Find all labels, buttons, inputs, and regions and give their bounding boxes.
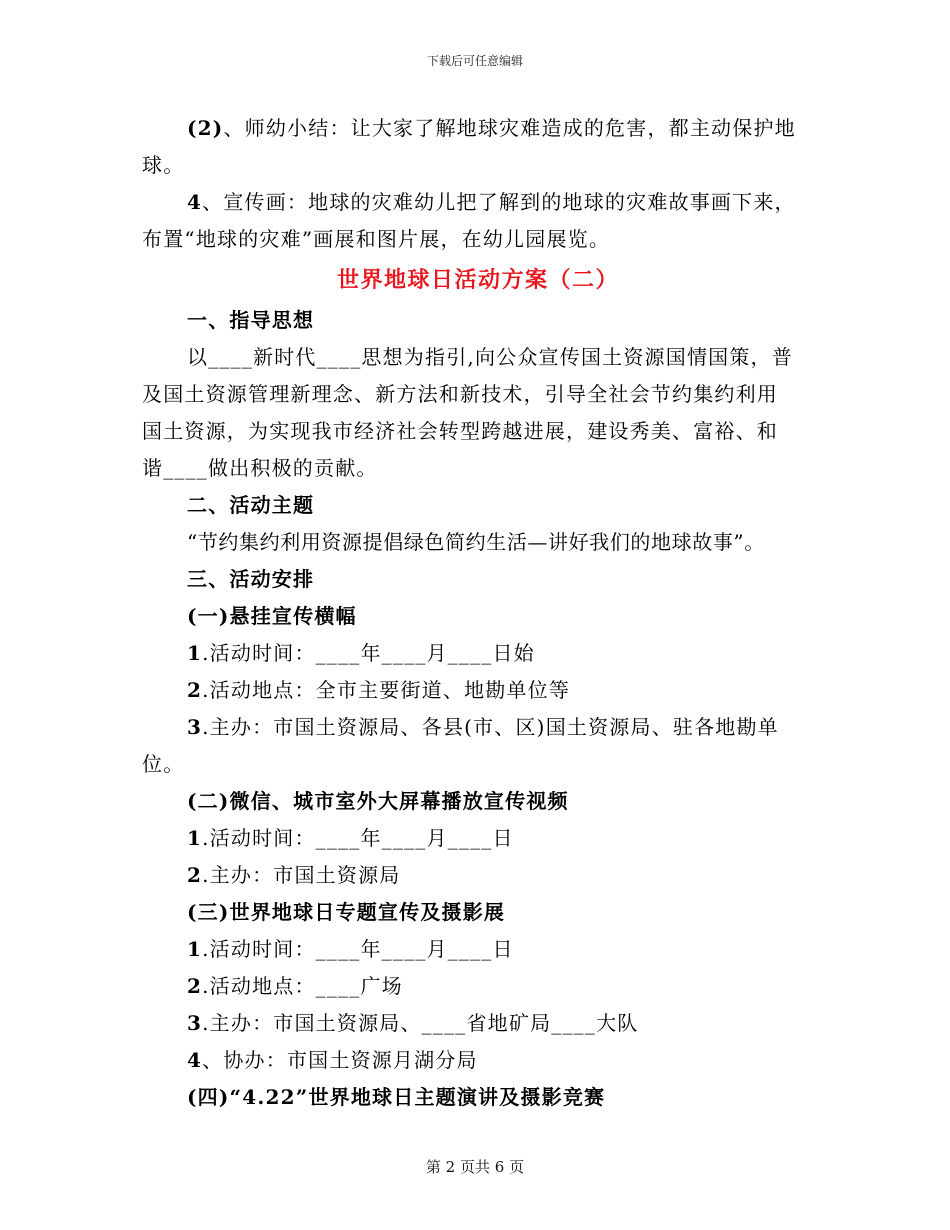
bold-prefix: 4 — [187, 1048, 203, 1072]
page-header: 下载后可任意编辑 — [426, 54, 523, 68]
document-body — [142, 110, 814, 1116]
paragraph-line: 国土资源，为实现我市经济社会转型跨越进展，建设秀美、富裕、和 — [142, 419, 778, 443]
list-item — [142, 968, 814, 1005]
bold-prefix: 1 — [187, 937, 203, 961]
subheading-speech-contest: (四)“4.22”世界地球日主题演讲及摄影竞赛 — [187, 1085, 606, 1109]
bold-prefix: 3 — [187, 1011, 203, 1035]
line-text: .活动时间：____年____月____日 — [202, 826, 514, 850]
section-title: 世界地球日活动方案（二） — [336, 267, 619, 293]
line-text: .活动时间：____年____月____日 — [202, 937, 514, 961]
paragraph-poster — [142, 184, 814, 221]
bold-prefix: 2 — [187, 863, 203, 887]
heading-activity-theme: 二、活动主题 — [187, 493, 315, 517]
paragraph-continuation: 位。 — [142, 752, 185, 776]
line-text: .活动地点：____广场 — [202, 974, 403, 998]
paragraph-line: 以____新时代____思想为指引,向公众宣传国土资源国情国策，普 — [187, 345, 793, 369]
line-text: .活动地点：全市主要街道、地勘单位等 — [202, 678, 571, 702]
paragraph-theme: “节约集约利用资源提倡绿色简约生活—讲好我们的地球故事”。 — [187, 530, 765, 554]
list-item — [142, 672, 814, 709]
subheading-wechat: (二)微信、城市室外大屏幕播放宣传视频 — [187, 789, 569, 813]
list-item — [142, 709, 814, 746]
subheading-banner: (一)悬挂宣传横幅 — [187, 604, 357, 628]
bold-prefix: 3 — [187, 715, 203, 739]
bold-prefix: 2 — [187, 678, 203, 702]
list-item — [142, 1042, 814, 1079]
subheading-photo-exhibition: (三)世界地球日专题宣传及摄影展 — [187, 900, 506, 924]
paragraph-line: 及国土资源管理新理念、新方法和新技术，引导全社会节约集约利用 — [142, 382, 778, 406]
line-text: .主办：市国土资源局 — [202, 863, 401, 887]
bold-prefix: 1 — [187, 641, 203, 665]
paragraph-continuation: 球。 — [142, 153, 185, 177]
bold-prefix: 2 — [187, 974, 203, 998]
paragraph-teacher-summary — [142, 110, 814, 147]
line-text: 、宣传画：地球的灾难幼儿把了解到的地球的灾难故事画下来， — [202, 190, 796, 214]
line-text: .主办：市国土资源局、各县(市、区)国土资源局、驻各地勘单 — [202, 715, 779, 739]
line-text: .主办：市国土资源局、____省地矿局____大队 — [202, 1011, 639, 1035]
paragraph-line: 谐____做出积极的贡献。 — [142, 456, 378, 480]
list-item — [142, 857, 814, 894]
list-item — [142, 1005, 814, 1042]
list-item — [142, 635, 814, 672]
list-item — [142, 820, 814, 857]
line-text: .活动时间：____年____月____日始 — [202, 641, 535, 665]
line-text: 、师幼小结：让大家了解地球灾难造成的危害，都主动保护地 — [223, 116, 796, 140]
page-footer: 第 2 页共 6 页 — [425, 1158, 525, 1176]
bold-prefix: 4 — [187, 190, 203, 214]
bold-prefix: 1 — [187, 826, 203, 850]
paragraph-continuation: 布置“地球的灾难”画展和图片展，在幼儿园展览。 — [142, 227, 611, 251]
list-item — [142, 931, 814, 968]
heading-guiding-ideology: 一、指导思想 — [187, 308, 315, 332]
bold-prefix: (2) — [187, 116, 224, 140]
line-text: 、协办：市国土资源月湖分局 — [202, 1048, 478, 1072]
heading-activity-arrangement: 三、活动安排 — [187, 567, 315, 591]
